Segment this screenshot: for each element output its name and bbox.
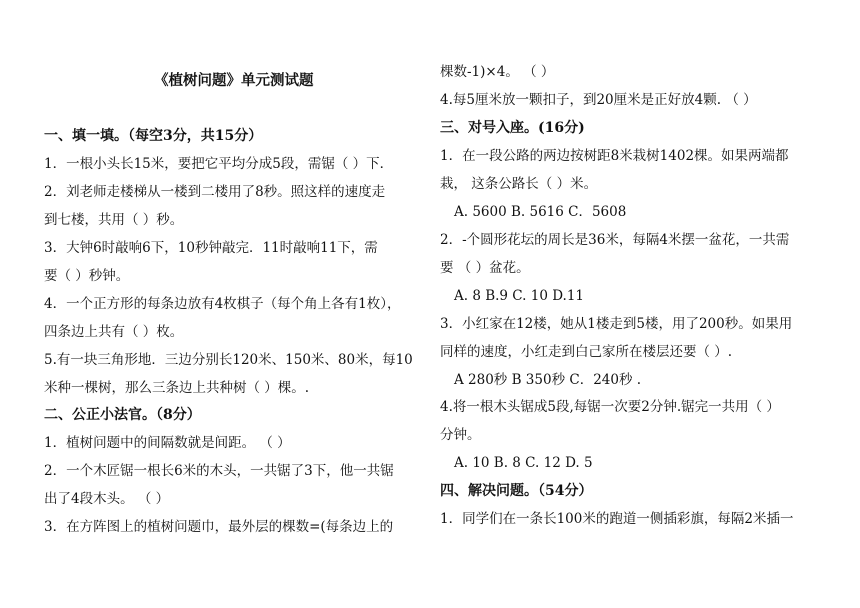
question-line: 栽， 这条公路长（ ）米。	[440, 176, 598, 192]
question-line: 1．一根小头长15米，要把它平均分成5段，需锯（ ）下．	[44, 156, 394, 172]
question-line: 同样的速度，小红走到白己家所在楼层还要（ ）.	[440, 344, 733, 360]
answer-options: A. 5600 B. 5616 C．5608	[454, 204, 627, 220]
question-line: 3．大钟6时敲响6下，10秒钟敲完．11时敲响11下，需	[44, 240, 378, 256]
question-line: 1．在一段公路的两边按树距8米栽树1402棵。如果两端都	[440, 148, 789, 164]
question-line: 3．在方阵图上的植树问题巾，最外层的棵数=(每条边上的	[44, 519, 394, 535]
question-line: 5.有一块三角形地．三边分别长120米、150米、80米，每10	[44, 352, 413, 368]
section-heading-4: 四、解决问题。（54分）	[440, 483, 593, 499]
question-line: 2．-个圆形花坛的周长是36米，每隔4米摆一盆花，一共需	[440, 232, 790, 248]
question-line: 1．同学们在一条长100米的跑道一侧插彩旗，每隔2米插一	[440, 511, 794, 527]
question-line: 3．小红家在12楼，她从1楼走到5楼，用了200秒。如果用	[440, 316, 793, 332]
question-line: 2．一个木匠锯一根长6米的木头，一共锯了3下，他一共锯	[44, 463, 394, 479]
question-line: 2．刘老师走楼梯从一楼到二楼用了8秒。照这样的速度走	[44, 184, 386, 200]
section-heading-1: 一、填一填。（每空3分，共15分）	[44, 128, 263, 144]
question-line: 棵数-1)×4。 （ ）	[440, 64, 555, 80]
question-line: 四条边上共有（ ）枚。	[44, 324, 184, 340]
question-line: 4.将一根木头锯成5段,每锯一次要2分钟.锯完一共用（ ）	[440, 399, 780, 415]
answer-options: A. 10 B. 8 C. 12 D. 5	[454, 455, 593, 471]
section-heading-2: 二、公正小法官。（8分）	[44, 407, 201, 423]
question-line: 要（ ）秒钟。	[44, 268, 130, 284]
question-line: 米种一棵树，那么三条边上共种树（ ）棵。.	[44, 380, 310, 396]
answer-options: A 280秒 B 350秒 C．240秒 .	[454, 372, 642, 388]
question-line: 4.每5厘米放一颗扣子，到20厘米是正好放4颗. （ ）	[440, 92, 757, 108]
question-line: 4．一个正方形的每条边放有4枚棋子（每个角上各有1枚），	[44, 296, 401, 312]
question-line: 到七楼，共用（ ）秒。	[44, 212, 184, 228]
question-line: 出了4段木头。 （ ）	[44, 491, 170, 507]
question-line: 要 （ ）盆花。	[440, 260, 530, 276]
question-line: 1．植树问题中的间隔数就是间距。 （ ）	[44, 435, 291, 451]
section-heading-3: 三、对号入座。(16分)	[440, 120, 585, 136]
page-title: 《植树问题》单元测试题	[154, 72, 314, 89]
question-line: 分钟。	[440, 427, 481, 443]
answer-options: A. 8 B.9 C. 10 D.11	[454, 288, 585, 304]
